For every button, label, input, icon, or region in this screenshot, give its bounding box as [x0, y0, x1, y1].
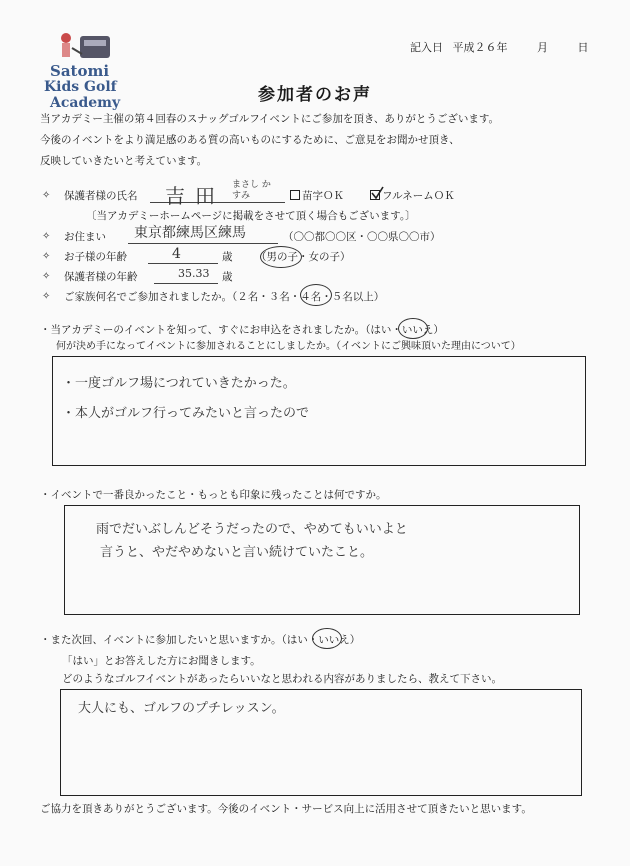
- publish-note: 〔当アカデミーホームページに掲載をさせて頂く場合もございます。〕: [86, 210, 416, 222]
- child-age-label: お子様の年齢: [64, 251, 127, 263]
- surname-ok-checkbox[interactable]: [290, 190, 300, 200]
- q3-selected-circle: [312, 628, 342, 649]
- child-age-unit: 歳: [222, 251, 233, 263]
- q1-question: [40, 324, 444, 337]
- bullet-diamond: ✧: [42, 271, 51, 282]
- guardian-age-value: 35.33: [178, 267, 210, 280]
- q1-followup: 何が決め手になってイベントに参加されることにしましたか。（イベントにご興味頂いた理由について）: [56, 341, 521, 352]
- guardian-age-underline: [154, 283, 218, 284]
- intro-line-1: 当アカデミー主催の第４回春のスナッグゴルフイベントにご参加を頂き、ありがとうございます。: [40, 113, 500, 125]
- guardian-age-label: 保護者様の年齢: [64, 271, 138, 283]
- q3-answer-line-1: 大人にも、ゴルフのプチレッスン。: [78, 701, 285, 716]
- day-label: 日: [577, 41, 589, 54]
- bullet-diamond: ✧: [42, 251, 51, 262]
- q1-selected-circle: [398, 318, 428, 339]
- q2-answer-line-1: 雨でだいぶしんどそうだったので、やめてもいいよと: [96, 522, 408, 537]
- guardian-name-value: 吉田: [165, 184, 225, 208]
- q3-line-2: 「はい」とお答えした方にお聞きします。: [62, 655, 261, 667]
- q1-answer-line-1: ・一度ゴルフ場につれていきたかった。: [62, 376, 296, 391]
- q3-question-text: ・また次回、イベントに参加したいと思いますか。: [40, 634, 282, 646]
- logo-text-satomi: Satomi: [50, 62, 110, 80]
- q1-answer-line-2: ・本人がゴルフ行ってみたいと言ったので: [62, 406, 310, 421]
- page-title: 参加者のお声: [258, 85, 372, 105]
- address-underline: [128, 243, 278, 244]
- q3-options: （はい・いいえ）: [281, 634, 361, 646]
- bullet-diamond: ✧: [42, 291, 51, 302]
- bullet-diamond: ✧: [42, 231, 51, 242]
- logo-text-kids-golf: Kids Golf: [44, 79, 117, 95]
- child-age-underline: [148, 263, 218, 264]
- q2-answer-line-2: 言うと、やだやめないと言い続けていたこと。: [100, 545, 374, 560]
- date-line: [410, 41, 589, 54]
- q1-options: （はい・いいえ）: [365, 324, 444, 336]
- bullet-diamond: ✧: [42, 190, 51, 201]
- q1-question-text: ・当アカデミーのイベントを知って、すぐにお申込をされましたか。: [40, 324, 366, 336]
- address-label: お住まい: [64, 231, 106, 243]
- child-age-value: 4: [172, 246, 181, 262]
- date-label: 記入日: [410, 41, 443, 54]
- footer-thanks: ご協力を頂きありがとうございます。今後のイベント・サービス向上に活用させて頂きたいと思います。: [40, 803, 532, 815]
- surname-ok-option[interactable]: [290, 190, 344, 203]
- surname-ok-label: 苗字ＯＫ: [302, 190, 344, 202]
- guardian-name-furigana: まさし かすみ: [232, 180, 271, 201]
- logo-illustration-icon: [50, 30, 120, 64]
- fullname-ok-label: フルネームＯＫ: [382, 190, 455, 202]
- address-format: （〇〇都〇〇区・〇〇県〇〇市）: [283, 231, 441, 243]
- gender-options: （男の子・女の子）: [256, 251, 351, 263]
- check-mark-icon: [370, 186, 384, 200]
- intro-line-3: 反映していきたいと考えています。: [40, 155, 208, 167]
- guardian-name-label: 保護者様の氏名: [64, 190, 138, 202]
- era-year: 平成２６年: [452, 41, 508, 54]
- month-label: 月: [537, 41, 548, 54]
- logo-text-academy: Academy: [50, 95, 121, 111]
- guardian-age-unit: 歳: [222, 271, 233, 283]
- address-value: 東京都練馬区練馬: [134, 225, 246, 241]
- q2-question: ・イベントで一番良かったこと・もっとも印象に残ったことは何ですか。: [40, 489, 387, 501]
- family-question: ご家族何名でご参加されましたか。（２名・３名・４名・５名以上）: [64, 291, 385, 303]
- q3-line-3: どのようなゴルフイベントがあったらいいなと思われる内容がありましたら、教えて下さい。: [62, 673, 502, 685]
- family-selected-circle: [300, 284, 332, 306]
- gender-selected-circle: [260, 246, 302, 268]
- intro-line-2: 今後のイベントをより満足感のある質の高いものにするために、ご意見をお聞かせ頂き、: [40, 134, 460, 146]
